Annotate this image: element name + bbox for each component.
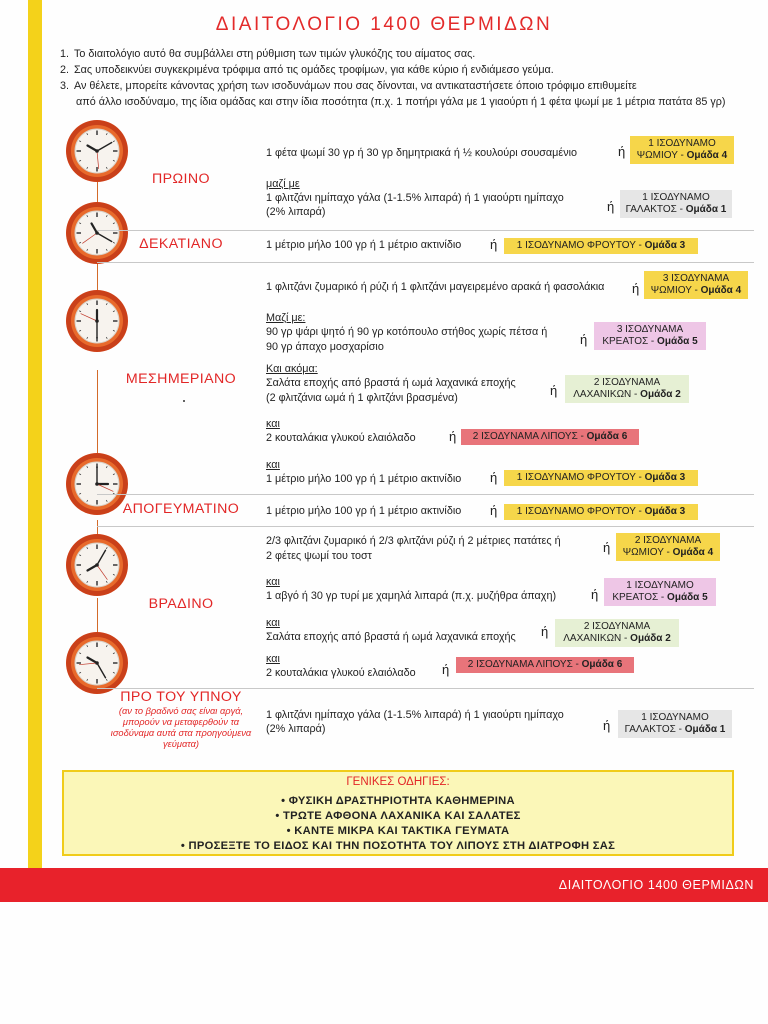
or-symbol: ή — [607, 199, 615, 214]
or-symbol: ή — [618, 144, 626, 159]
food-item: 1 φέτα ψωμί 30 γρ ή 30 γρ δημητριακά ή ½ κουλούρι σουσαμένιο — [266, 147, 578, 159]
clock-icon — [66, 534, 128, 596]
meal-label-apogevmatino: ΑΠΟΓΕΥΜΑΤΙΝΟ — [122, 501, 240, 517]
meal-label-mesimeriano: ΜΕΣΗΜΕΡΙΑΝΟ — [125, 371, 237, 387]
or-symbol: ή — [490, 470, 498, 485]
equivalent-badge: 2 ΙΣΟΔΥΝΑΜΑ ΛΑΧΑΝΙΚΩΝ - Ομάδα 2 — [555, 619, 679, 647]
equivalent-badge: 2 ΙΣΟΔΥΝΑΜΑ ΛΙΠΟΥΣ - Ομάδα 6 — [461, 429, 639, 445]
meal-note-pro-ypnou: (αν το βραδινό σας είναι αργά, μπορούν να μεταφερθούν τα ισοδύναμα αυτά στα προηγούμενα γεύματα) — [110, 706, 252, 749]
or-symbol: ή — [603, 540, 611, 555]
food-item: 1 φλιτζάνι ημίπαχο γάλα (1-1.5% λιπαρά) ή 1 γιαούρτι ημίπαχο — [266, 192, 564, 204]
equivalent-badge: 1 ΙΣΟΔΥΝΑΜΟ ΦΡΟΥΤΟΥ - Ομάδα 3 — [504, 504, 698, 520]
food-conjunction: Μαζί με: — [266, 312, 306, 324]
equivalent-badge: 2 ΙΣΟΔΥΝΑΜΑ ΛΑΧΑΝΙΚΩΝ - Ομάδα 2 — [565, 375, 689, 403]
guidelines-box — [62, 770, 734, 856]
food-item: 1 μέτριο μήλο 100 γρ ή 1 μέτριο ακτινίδιο — [266, 505, 462, 517]
food-item: Σαλάτα εποχής από βραστά ή ωμά λαχανικά εποχής — [266, 631, 516, 643]
equivalent-badge: 1 ΙΣΟΔΥΝΑΜΟ ΓΑΛΑΚΤΟΣ - Ομάδα 1 — [618, 710, 732, 738]
or-symbol: ή — [449, 429, 457, 444]
meal-label-dekatiano: ΔΕΚΑΤΙΑΝΟ — [139, 236, 223, 252]
intro-item: 2. Σας υποδεικνύει συγκεκριμένα τρόφιμα από τις ομάδες τροφίμων, για κάθε κύριο ή ενδιάμεσο γεύμα. — [60, 64, 554, 76]
food-conjunction: και — [266, 617, 280, 629]
or-symbol: ή — [580, 332, 588, 347]
food-conjunction: Και ακόμα: — [266, 363, 318, 375]
section-divider — [97, 262, 754, 263]
stray-dot — [183, 400, 185, 402]
section-divider — [97, 526, 754, 527]
food-conjunction: και — [266, 653, 280, 665]
equivalent-badge: 2 ΙΣΟΔΥΝΑΜΑ ΛΙΠΟΥΣ - Ομάδα 6 — [456, 657, 634, 673]
food-item: 1 φλιτζάνι ημίπαχο γάλα (1-1.5% λιπαρά) ή 1 γιαούρτι ημίπαχο — [266, 709, 564, 721]
equivalent-badge: 2 ΙΣΟΔΥΝΑΜΑ ΨΩΜΙΟΥ - Ομάδα 4 — [616, 533, 720, 561]
intro-continuation: από άλλο ισοδύναμο, της ίδια ομάδας και στην ίδια ποσότητα (π.χ. 1 ποτήρι γάλα με 1 γιαούρτι ή 1 φέτα ψωμί με 1 μέτρια πατάτα 85 γρ) — [76, 96, 726, 108]
meal-label-pro-ypnou: ΠΡΟ ΤΟΥ ΥΠΝΟΥ — [120, 689, 242, 705]
guideline-item: • ΚΑΝΤΕ ΜΙΚΡΑ ΚΑΙ ΤΑΚΤΙΚΑ ΓΕΥΜΑΤΑ — [286, 825, 510, 837]
or-symbol: ή — [632, 281, 640, 296]
timeline-connector — [97, 598, 98, 635]
section-divider — [97, 230, 754, 231]
section-divider — [97, 494, 754, 495]
equivalent-badge: 1 ΙΣΟΔΥΝΑΜΟ ΓΑΛΑΚΤΟΣ - Ομάδα 1 — [620, 190, 732, 218]
or-symbol: ή — [591, 587, 599, 602]
section-divider — [97, 688, 754, 689]
food-item: 1 μέτριο μήλο 100 γρ ή 1 μέτριο ακτινίδιο — [266, 239, 462, 251]
intro-item: 3. Αν θέλετε, μπορείτε κάνοντας χρήση των ισοδυνάμων που σας δίνονται, να αντικαταστήσετε όποιο τρόφιμο επιθυμείτε — [60, 80, 637, 92]
meal-label-proino: ΠΡΩΙΝΟ — [152, 171, 210, 187]
food-item: 90 γρ ψάρι ψητό ή 90 γρ κοτόπουλο στήθος χωρίς πέτσα ή — [266, 326, 548, 338]
intro-list — [60, 46, 750, 110]
food-item: 1 αβγό ή 30 γρ τυρί με χαμηλά λιπαρά (π.χ. μυζήθρα άπαχη) — [266, 590, 557, 602]
equivalent-badge: 1 ΙΣΟΔΥΝΑΜΟ ΦΡΟΥΤΟΥ - Ομάδα 3 — [504, 470, 698, 486]
food-conjunction: και — [266, 576, 280, 588]
or-symbol: ή — [550, 383, 558, 398]
food-conjunction: και — [266, 418, 280, 430]
food-item: (2% λιπαρά) — [266, 206, 326, 218]
food-item: 2/3 φλιτζάνι ζυμαρικό ή 2/3 φλιτζάνι ρύζι ή 2 μέτριες πατάτες ή — [266, 535, 561, 547]
or-symbol: ή — [442, 662, 450, 677]
or-symbol: ή — [490, 237, 498, 252]
equivalent-badge: 3 ΙΣΟΔΥΝΑΜΑ ΚΡΕΑΤΟΣ - Ομάδα 5 — [594, 322, 706, 350]
guideline-item: • ΦΥΣΙΚΗ ΔΡΑΣΤΗΡΙΟΤΗΤΑ ΚΑΘΗΜΕΡΙΝΑ — [281, 795, 515, 807]
equivalent-badge: 1 ΙΣΟΔΥΝΑΜΟ ΨΩΜΙΟΥ - Ομάδα 4 — [630, 136, 734, 164]
equivalent-badge: 3 ΙΣΟΔΥΝΑΜΑ ΨΩΜΙΟΥ - Ομάδα 4 — [644, 271, 748, 299]
food-conjunction: μαζί με — [266, 178, 300, 190]
food-item: (2% λιπαρά) — [266, 723, 326, 735]
clock-icon — [66, 632, 128, 694]
footer-title: ΔΙΑΙΤΟΛΟΓΙΟ 1400 ΘΕΡΜΙΔΩΝ — [558, 878, 754, 892]
food-conjunction: και — [266, 459, 280, 471]
food-item: 1 μέτριο μήλο 100 γρ ή 1 μέτριο ακτινίδιο — [266, 473, 462, 485]
side-accent-bar — [28, 0, 42, 868]
equivalent-badge: 1 ΙΣΟΔΥΝΑΜΟ ΚΡΕΑΤΟΣ - Ομάδα 5 — [604, 578, 716, 606]
or-symbol: ή — [490, 503, 498, 518]
equivalent-badge: 1 ΙΣΟΔΥΝΑΜΟ ΦΡΟΥΤΟΥ - Ομάδα 3 — [504, 238, 698, 254]
clock-icon — [66, 202, 128, 264]
intro-item: 1. Το διαιτολόγιο αυτό θα συμβάλλει στη ρύθμιση των τιμών γλυκόζης του αίματος σας. — [60, 48, 476, 60]
food-item: Σαλάτα εποχής από βραστά ή ωμά λαχανικά εποχής — [266, 377, 516, 389]
or-symbol: ή — [541, 624, 549, 639]
food-item: 2 φέτες ψωμί του τοστ — [266, 550, 372, 562]
clock-icon — [66, 290, 128, 352]
guideline-item: • ΠΡΟΣΕΞΤΕ ΤΟ ΕΙΔΟΣ ΚΑΙ ΤΗΝ ΠΟΣΟΤΗΤΑ ΤΟΥ ΛΙΠΟΥΣ ΣΤΗ ΔΙΑΤΡΟΦΗ ΣΑΣ — [180, 840, 616, 852]
food-item: 2 κουταλάκια γλυκού ελαιόλαδο — [266, 667, 416, 679]
food-item: 2 κουταλάκια γλυκού ελαιόλαδο — [266, 432, 416, 444]
timeline-connector — [97, 370, 98, 455]
guidelines-title: ΓΕΝΙΚΕΣ ΟΔΗΓΙΕΣ: — [346, 776, 450, 788]
or-symbol: ή — [603, 718, 611, 733]
food-item: 1 φλιτζάνι ζυμαρικό ή ρύζι ή 1 φλιτζάνι μαγειρεμένο αρακά ή φασολάκια — [266, 281, 605, 293]
guideline-item: • ΤΡΩΤΕ ΑΦΘΟΝΑ ΛΑΧΑΝΙΚΑ ΚΑΙ ΣΑΛΑΤΕΣ — [275, 810, 521, 822]
food-item: (2 φλιτζάνια ωμά ή 1 φλιτζάνι βρασμένα) — [266, 392, 458, 404]
food-item: 90 γρ άπαχο μοσχαρίσιο — [266, 341, 384, 353]
meal-label-vradino: ΒΡΑΔΙΝΟ — [148, 596, 214, 612]
page-title: ΔΙΑΙΤΟΛΟΓΙΟ 1400 ΘΕΡΜΙΔΩΝ — [215, 14, 553, 35]
